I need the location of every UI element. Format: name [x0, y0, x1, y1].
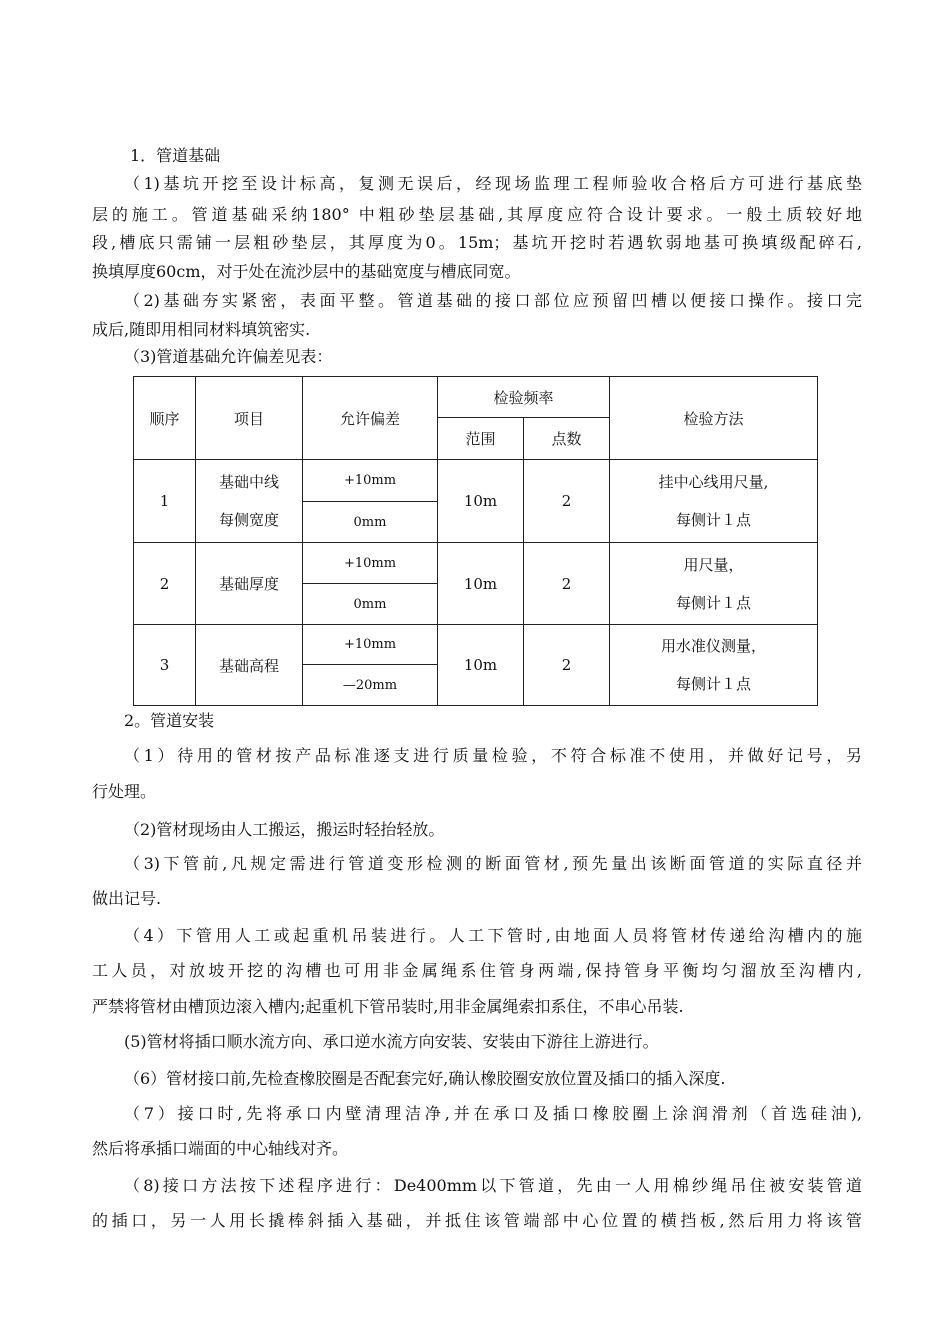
row2-dev-top: +10mm: [303, 543, 438, 584]
header-points: 点数: [524, 418, 610, 460]
row3-method: [610, 625, 818, 706]
section1-heading: 1．管道基础: [130, 146, 221, 165]
section2-p7-line2: 然后将承插口端面的中心轴线对齐。: [92, 1139, 349, 1158]
section2-p8-line2: 的插口，另一人用长撬棒斜插入基础，并抵住该管端部中心位置的横挡板,然后用力将该管: [92, 1211, 862, 1230]
header-range: 范围: [438, 418, 524, 460]
row1-item-line2: 每侧宽度: [218, 511, 279, 529]
row1-method: [610, 460, 818, 543]
section1-p1-line1: （1)基坑开挖至设计标高，复测无误后，经现场监理工程师验收合格后方可进行基底垫: [124, 174, 862, 193]
section2-p4-line1: （4）下管用人工或起重机吊装进行。人工下管时,由地面人员将管材传递给沟槽内的施: [124, 926, 862, 945]
section2-p1-line2: 行处理。: [92, 782, 157, 801]
row2-item: 基础厚度: [196, 543, 303, 625]
row2-method-line2: 每侧计１点: [676, 593, 752, 612]
section2-p4-line2: 工人员，对放坡开挖的沟槽也可用非金属绳系住管身两端,保持管身平衡均匀溜放至沟槽内,: [92, 961, 862, 980]
row3-method-line2: 每侧计１点: [676, 675, 752, 693]
tolerance-table: [133, 376, 818, 706]
section1-p1-line2: 层的施工。管道基础采纳180° 中粗砂垫层基础,其厚度应符合设计要求。一般土质较好地: [92, 205, 862, 224]
row1-method-line2: 每侧计１点: [676, 511, 752, 529]
row1-no: 1: [134, 460, 196, 543]
section1-p2-line1: （2)基础夯实紧密，表面平整。管道基础的接口部位应预留凹槽以便接口操作。接口完: [124, 291, 862, 310]
row2-method-line1: 用尺量，: [683, 555, 744, 574]
row1-item-line1: 基础中线: [218, 473, 279, 491]
row2-method: [610, 543, 818, 625]
row2-no: 2: [134, 543, 196, 625]
header-order: 顺序: [134, 377, 196, 460]
section2-p3-line2: 做出记号.: [92, 889, 162, 908]
section2-p4-line3: 严禁将管材由槽顶边滚入槽内;起重机下管吊装时,用非金属绳索扣系住，不串心吊装.: [92, 997, 684, 1016]
row3-dev-top: +10mm: [303, 625, 438, 665]
section2-p5: (5)管材将插口顺水流方向、承口逆水流方向安装、安装由下游往上游进行。: [124, 1032, 659, 1051]
section2-p3-line1: （3)下管前,凡规定需进行管道变形检测的断面管材,预先量出该断面管道的实际直径并: [124, 854, 862, 873]
header-frequency: 检验频率: [438, 377, 610, 418]
section2-p6: （6）管材接口前,先检查橡胶圈是否配套完好,确认橡胶圈安放位置及插口的插入深度.: [124, 1069, 726, 1088]
section1-p3: （3)管道基础允许偏差见表：: [124, 347, 333, 366]
row3-method-line1: 用水准仪测量，: [661, 637, 767, 655]
row3-no: 3: [134, 625, 196, 706]
row2-range: 10m: [438, 543, 524, 625]
section1-p1-line3: 段,槽底只需铺一层粗砂垫层，其厚度为0。15m；基坑开挖时若遇软弱地基可换填级配碎石,: [92, 233, 862, 252]
row1-method-line1: 挂中心线用尺量,: [658, 473, 769, 491]
row2-dev-bottom: 0mm: [303, 584, 438, 625]
row1-item: [196, 460, 303, 543]
section1-p1-line4: 换填厚度60cm，对于处在流沙层中的基础宽度与槽底同宽。: [92, 262, 521, 281]
section2-p8-line1: （8)接口方法按下述程序进行：De400mm以下管道，先由一人用棉纱绳吊住被安装管道: [124, 1176, 862, 1195]
section2-p7-line1: （7）接口时,先将承口内壁清理洁净,并在承口及插口橡胶圈上涂润滑剂（首选硅油),: [124, 1104, 862, 1123]
row2-points: 2: [524, 543, 610, 625]
row3-points: 2: [524, 625, 610, 706]
section2-p2: （2)管材现场由人工搬运，搬运时轻抬轻放。: [124, 820, 445, 839]
row3-range: 10m: [438, 625, 524, 706]
row1-range: 10m: [438, 460, 524, 543]
section1-p2-line2: 成后,随即用相同材料填筑密实.: [92, 320, 311, 339]
section2-heading: 2。管道安装: [124, 711, 215, 730]
row1-dev-bottom: 0mm: [303, 502, 438, 543]
section2-p1-line1: （1）待用的管材按产品标准逐支进行质量检验，不符合标准不使用，并做好记号，另: [124, 746, 862, 765]
row1-dev-top: +10mm: [303, 460, 438, 502]
header-method: 检验方法: [610, 377, 818, 460]
row1-points: 2: [524, 460, 610, 543]
header-deviation: 允许偏差: [303, 377, 438, 460]
row3-dev-bottom: —20mm: [303, 665, 438, 706]
row3-item: 基础高程: [196, 625, 303, 706]
header-item: 项目: [196, 377, 303, 460]
